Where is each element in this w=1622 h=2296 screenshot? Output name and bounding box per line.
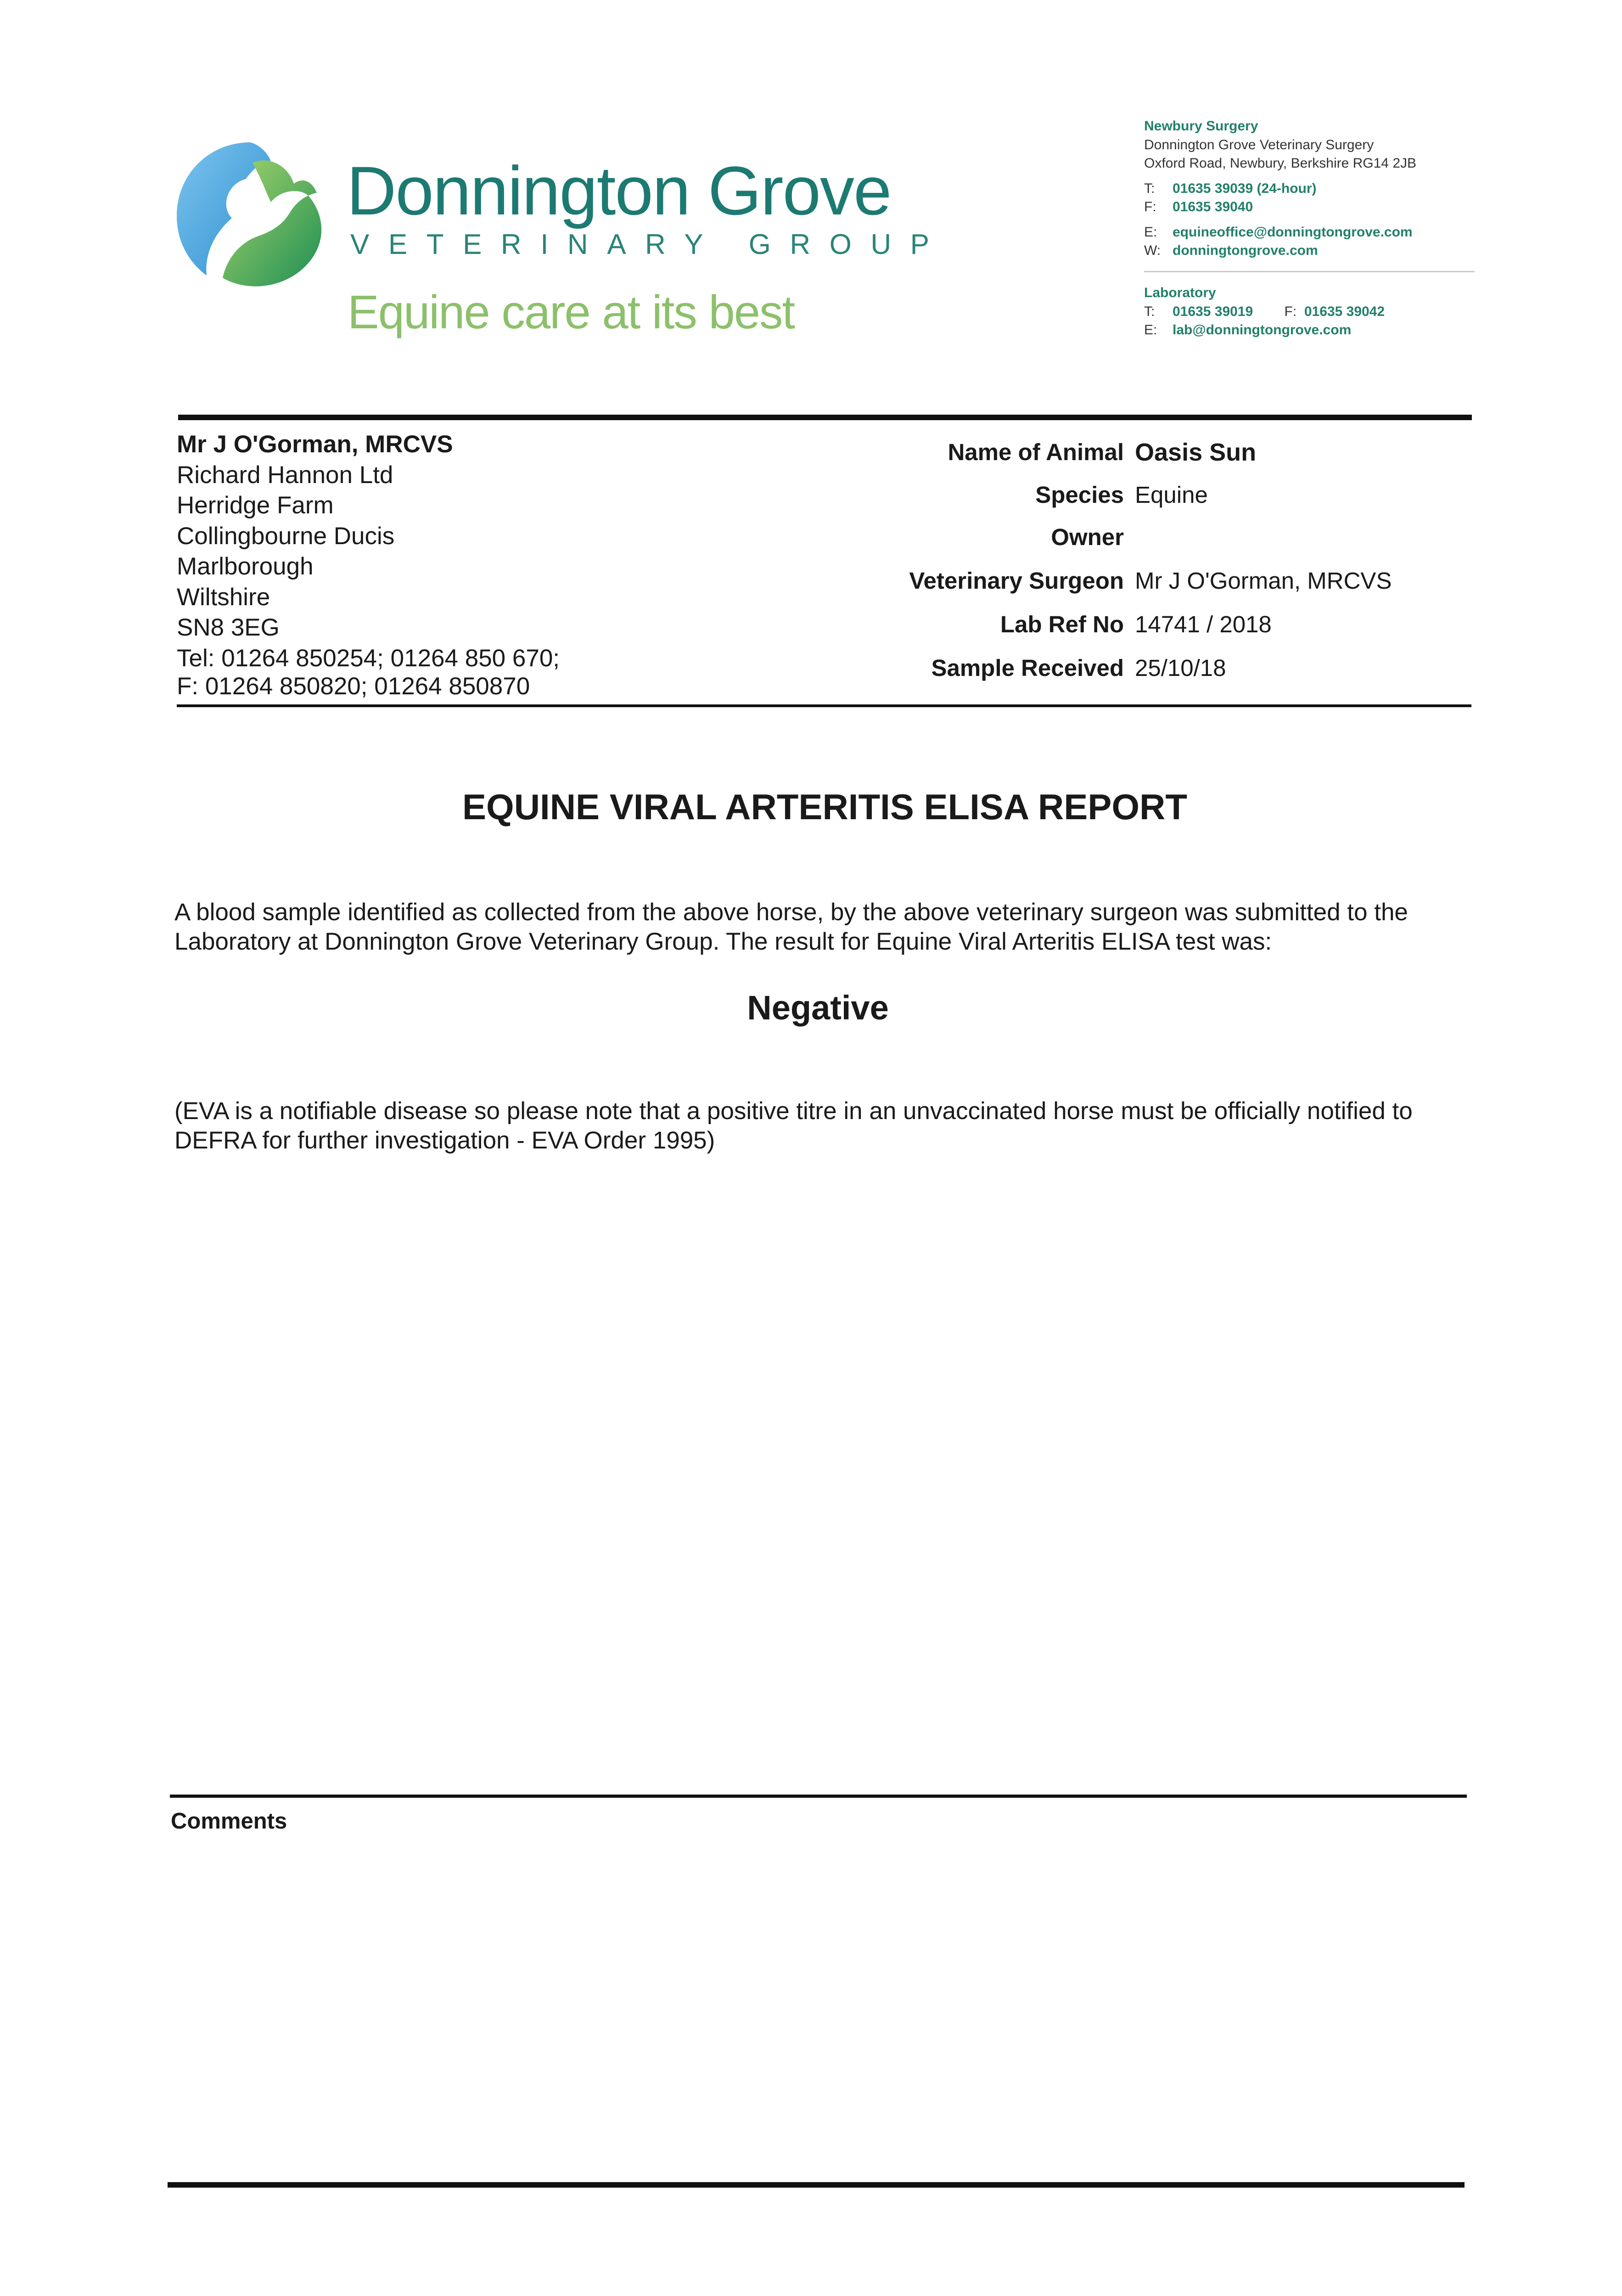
brand-tagline: Equine care at its best <box>348 286 795 338</box>
detail-row-owner <box>872 523 1515 551</box>
laboratory-heading: Laboratory <box>1144 285 1216 300</box>
address-line: Richard Hannon Ltd <box>177 461 393 489</box>
address-phone-line: Tel: 01264 850254; 01264 850 670; <box>177 644 560 672</box>
surgery-heading: Newbury Surgery <box>1144 118 1258 134</box>
lab-fax-label: F: <box>1284 304 1297 319</box>
lab-ref-value: 14741 / 2018 <box>1135 611 1272 637</box>
sample-received-value: 25/10/18 <box>1135 655 1226 681</box>
report-note-paragraph: (EVA is a notifiable disease so please note that a positive titre in an unvaccinated horse must be officially notified to DEFRA for further investigation - EVA Order 1995) <box>174 1097 1413 1154</box>
surgeon-label: Veterinary Surgeon <box>909 568 1124 594</box>
surgery-tel-label: T: <box>1144 180 1155 196</box>
lab-ref-label: Lab Ref No <box>1000 611 1124 637</box>
surgery-contact-block <box>1144 117 1416 260</box>
surgery-email-link[interactable]: equineoffice@donningtongrove.com <box>1173 224 1413 240</box>
address-line: Marlborough <box>177 553 314 580</box>
animal-name-value: Oasis Sun <box>1135 439 1257 466</box>
report-intro-paragraph: A blood sample identified as collected from the above horse, by the above veterinary surgeon was submitted to the Laboratory at Donnington Grove Veterinary Group. The result for Equine Viral Arteritis ELISA test was: <box>174 899 1408 955</box>
brand-name: Donnington Grove <box>347 152 891 229</box>
test-result: Negative <box>747 989 889 1027</box>
animal-name-label: Name of Animal <box>948 439 1124 465</box>
header-rule <box>178 415 1472 420</box>
sample-received-label: Sample Received <box>931 655 1124 681</box>
details-rule <box>177 704 1471 707</box>
lab-tel: 01635 39019 <box>1173 304 1253 319</box>
address-line: Wiltshire <box>177 583 270 611</box>
detail-row-surgeon <box>872 567 1515 595</box>
address-line: Collingbourne Ducis <box>177 522 395 550</box>
surgery-email-label: E: <box>1144 224 1157 240</box>
lab-email-label: E: <box>1144 322 1157 338</box>
footer-rule <box>168 2182 1465 2188</box>
lab-fax: 01635 39042 <box>1304 304 1385 319</box>
surgery-web-label: W: <box>1144 243 1161 258</box>
brand-subtitle: VETERINARY GROUP <box>350 229 949 260</box>
surgery-address-line1: Donnington Grove Veterinary Surgery <box>1144 137 1374 152</box>
address-line: SN8 3EG <box>177 614 280 641</box>
comments-label: Comments <box>171 1809 287 1834</box>
detail-row-animal <box>872 439 1515 466</box>
surgery-address-line2: Oxford Road, Newbury, Berkshire RG14 2JB <box>1144 156 1417 171</box>
recipient-name: Mr J O'Gorman, MRCVS <box>177 431 453 458</box>
owner-label: Owner <box>1051 524 1124 550</box>
recipient-address <box>177 429 686 687</box>
surgery-fax: 01635 39040 <box>1173 199 1253 214</box>
comments-rule <box>170 1795 1467 1798</box>
detail-row-lab-ref <box>872 611 1515 638</box>
donnington-grove-logo <box>172 138 328 294</box>
laboratory-contact-block <box>1144 284 1385 340</box>
species-value: Equine <box>1135 482 1208 508</box>
lab-tel-label: T: <box>1144 304 1155 319</box>
surgery-website-link[interactable]: donningtongrove.com <box>1173 243 1318 258</box>
address-line: Herridge Farm <box>177 492 334 519</box>
address-fax-line-clipped <box>177 673 686 700</box>
report-title: EQUINE VIRAL ARTERITIS ELISA REPORT <box>462 787 1187 827</box>
detail-row-sample-received <box>872 654 1515 682</box>
surgery-tel: 01635 39039 (24-hour) <box>1173 180 1317 196</box>
lab-email-link[interactable]: lab@donningtongrove.com <box>1173 322 1352 338</box>
surgery-fax-label: F: <box>1144 199 1156 214</box>
address-fax-line: F: 01264 850820; 01264 850870 <box>177 673 530 700</box>
detail-row-species <box>872 481 1515 509</box>
surgeon-value: Mr J O'Gorman, MRCVS <box>1135 568 1392 594</box>
species-label: Species <box>1035 482 1124 508</box>
contact-divider <box>1144 271 1475 272</box>
